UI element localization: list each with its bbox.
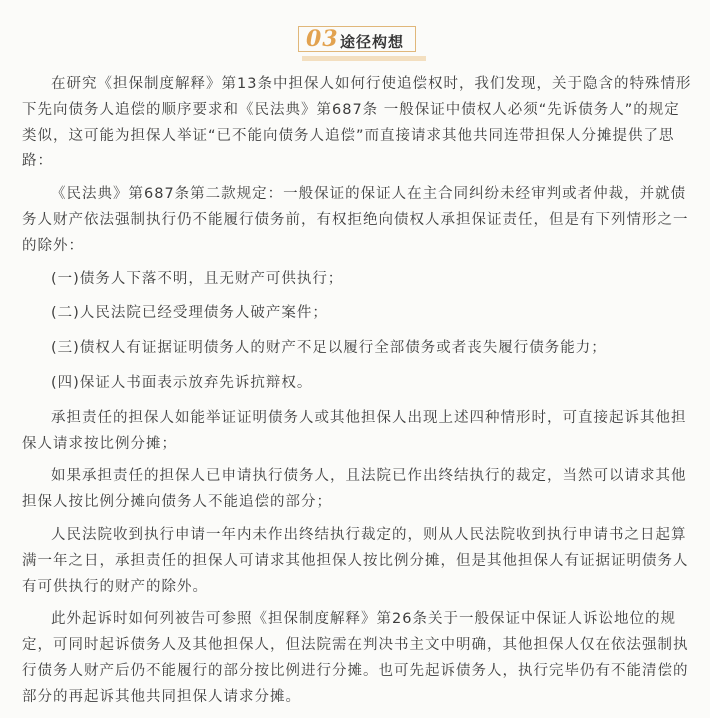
paragraph-direct-claim: 承担责任的担保人如能举证证明债务人或其他担保人出现上述四种情形时，可直接起诉其他担保人请求按比例分摊；	[22, 409, 687, 452]
section-header	[298, 22, 428, 62]
paragraph-article-687: 《民法典》第687条第二款规定：一般保证的保证人在主合同纠纷未经审判或者仲裁，并就债务人财产依法强制执行仍不能履行债务前，有权拒绝向债权人承担保证责任，但是有下列情形之一的除外：	[22, 186, 689, 254]
paragraph-termination: 如果承担责任的担保人已申请执行债务人，且法院已作出终结执行的裁定，当然可以请求其他担保人按比例分摊向债务人不能追偿的部分；	[22, 468, 687, 511]
header-underline	[302, 56, 426, 61]
section-number: 03	[306, 26, 339, 52]
list-item-1: (一)债务人下落不明，且无财产可供执行；	[51, 270, 344, 287]
paragraph-intro: 在研究《担保制度解释》第13条中担保人如何行使追偿权时，我们发现，关于隐含的特殊情形下先向债务人追偿的顺序要求和《民法典》第687条 一般保证中债权人必须“先诉债务人”的规定类似，这可能为担保人举证“已不能向债务人追偿”而直接请求其他共同连带担保人分摊提供了思路：	[22, 76, 692, 170]
list-item-2: (二)人民法院已经受理债务人破产案件；	[51, 305, 328, 322]
list-item-3: (三)债权人有证据证明债务人的财产不足以履行全部债务或者丧失履行债务能力；	[51, 340, 607, 357]
section-title: 途径构想	[340, 33, 405, 51]
paragraph-one-year: 人民法院收到执行申请一年内未作出终结执行裁定的，则从人民法院收到执行申请书之日起算满一年之日，承担责任的担保人可请求其他担保人按比例分摊，但是其他担保人有证据证明债务人有可供执行的财产的除外。	[22, 526, 689, 595]
paragraph-defendants: 此外起诉时如何列被告可参照《担保制度解释》第26条关于一般保证中保证人诉讼地位的规定，可同时起诉债务人及其他担保人，但法院需在判决书主文中明确，其他担保人仅在依法强制执行债务人财产后仍不能履行的部分按比例进行分摊。也可先起诉债务人，执行完毕仍有不能清偿的部分的再起诉其他共同担保人请求分摊。	[22, 611, 689, 705]
list-item-4: (四)保证人书面表示放弃先诉抗辩权。	[51, 374, 313, 391]
article-body	[22, 72, 694, 718]
